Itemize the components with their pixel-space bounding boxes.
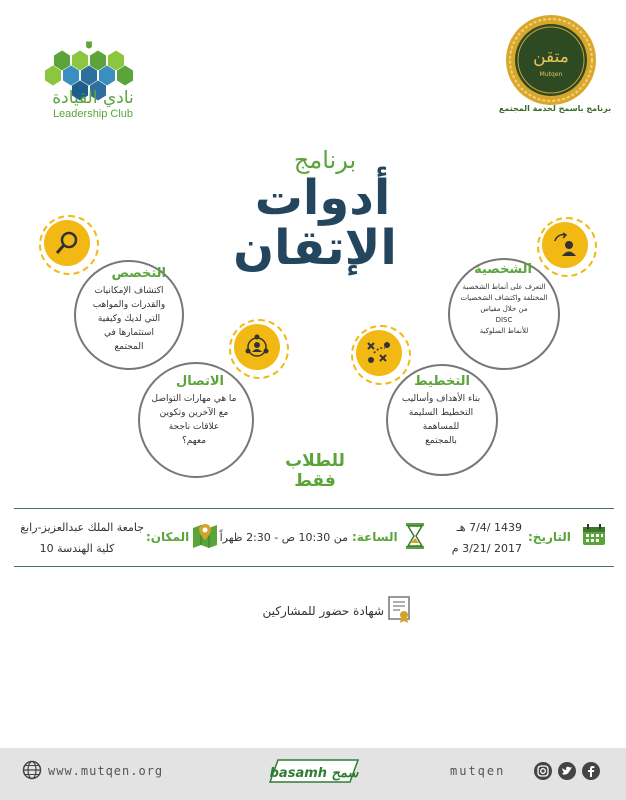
sponsor-wordmark: basamh سمح <box>269 766 359 781</box>
mutqen-tagline: برنامج باسمح لخدمة المجتمع <box>498 104 612 113</box>
club-name-arabic: نادي القيادة <box>52 88 134 108</box>
date-hijri: 1439 /7/4 هـ <box>456 521 522 534</box>
planning-icon-circle <box>356 330 402 376</box>
place-label: المكان: <box>146 530 190 544</box>
date-label: التاريخ: <box>528 530 571 544</box>
communication-line: ما هي مهارات التواصل <box>151 394 237 404</box>
program-title-line1: أدوات <box>254 170 391 226</box>
info-bottom-divider <box>14 566 614 567</box>
specialty-text <box>78 284 180 354</box>
program-title-line2: الإتقان <box>233 220 397 276</box>
specialty-title: التخصص <box>111 266 166 281</box>
instagram-icon[interactable] <box>534 762 552 780</box>
specialty-line: استثمارها في <box>104 328 154 338</box>
twitter-icon[interactable] <box>558 762 576 780</box>
personality-line: للأنماط السلوكية <box>479 327 529 335</box>
communication-icon-circle <box>234 324 280 370</box>
network-people-icon <box>243 333 271 361</box>
personality-icon-circle <box>542 222 588 268</box>
certificate-icon <box>388 596 412 624</box>
person-arrows-icon <box>551 231 579 259</box>
seal-latin-wordmark: Mutqen <box>539 71 563 78</box>
planning-title: التخطيط <box>414 374 470 389</box>
magnifier-icon <box>53 229 81 257</box>
personality-title: الشخصية <box>474 262 532 277</box>
communication-line: مع الآخرين وتكوين <box>159 408 229 418</box>
globe-icon <box>22 760 42 780</box>
basamh-sponsor-logo <box>268 758 360 784</box>
specialty-icon-circle <box>44 220 90 266</box>
place-line1: جامعة الملك عبدالعزيز-رابغ <box>20 521 144 534</box>
communication-title: الاتصال <box>176 374 224 389</box>
time-label: الساعة: <box>352 530 398 544</box>
personality-text <box>448 282 560 337</box>
specialty-line: المجتمع <box>114 342 144 352</box>
specialty-line: التي لديك وكيفية <box>97 314 161 324</box>
communication-line: معهم؟ <box>181 436 207 446</box>
website-link[interactable]: www.mutqen.org <box>48 764 164 778</box>
planning-line: بالمجتمع <box>425 436 457 446</box>
personality-line: التعرف على أنماط الشخصية <box>462 283 546 291</box>
personality-line: من خلال مقياس <box>480 305 528 313</box>
facebook-icon[interactable] <box>582 762 600 780</box>
time-value: من 10:30 ص - 2:30 ظهراً <box>219 531 348 544</box>
specialty-line: اكتشاف الإمكانيات <box>94 286 164 296</box>
seal-arabic-wordmark: متقن <box>533 47 569 67</box>
date-gregorian: 2017 /3/21 م <box>451 542 522 555</box>
certificate-note: شهادة حضور للمشاركين <box>262 604 384 618</box>
personality-line: DISC <box>495 316 513 324</box>
place-line2: كلية الهندسة 10 <box>39 542 115 555</box>
specialty-line: والقدرات والمواهب <box>92 300 166 310</box>
communication-text <box>138 392 250 448</box>
club-name-english: Leadership Club <box>52 108 134 120</box>
communication-line: علاقات ناجحة <box>168 422 220 432</box>
planning-line: للمساهمة <box>422 422 460 432</box>
mutqen-seal-logo <box>505 14 597 106</box>
strategy-plan-icon <box>365 339 393 367</box>
planning-text <box>388 392 494 448</box>
social-handle[interactable]: mutqen <box>450 764 506 778</box>
map-pin-icon <box>192 522 218 548</box>
info-top-divider <box>14 508 614 509</box>
planning-line: التخطيط السليمة <box>408 408 474 418</box>
planning-line: بناء الأهداف وأساليب <box>401 394 481 404</box>
personality-line: المختلفة واكتشاف الشخصيات <box>460 294 548 302</box>
audience-label: للطلاب فقط <box>285 451 345 491</box>
program-label: برنامج <box>293 146 357 174</box>
hourglass-icon <box>406 523 424 549</box>
calendar-icon <box>582 524 606 546</box>
